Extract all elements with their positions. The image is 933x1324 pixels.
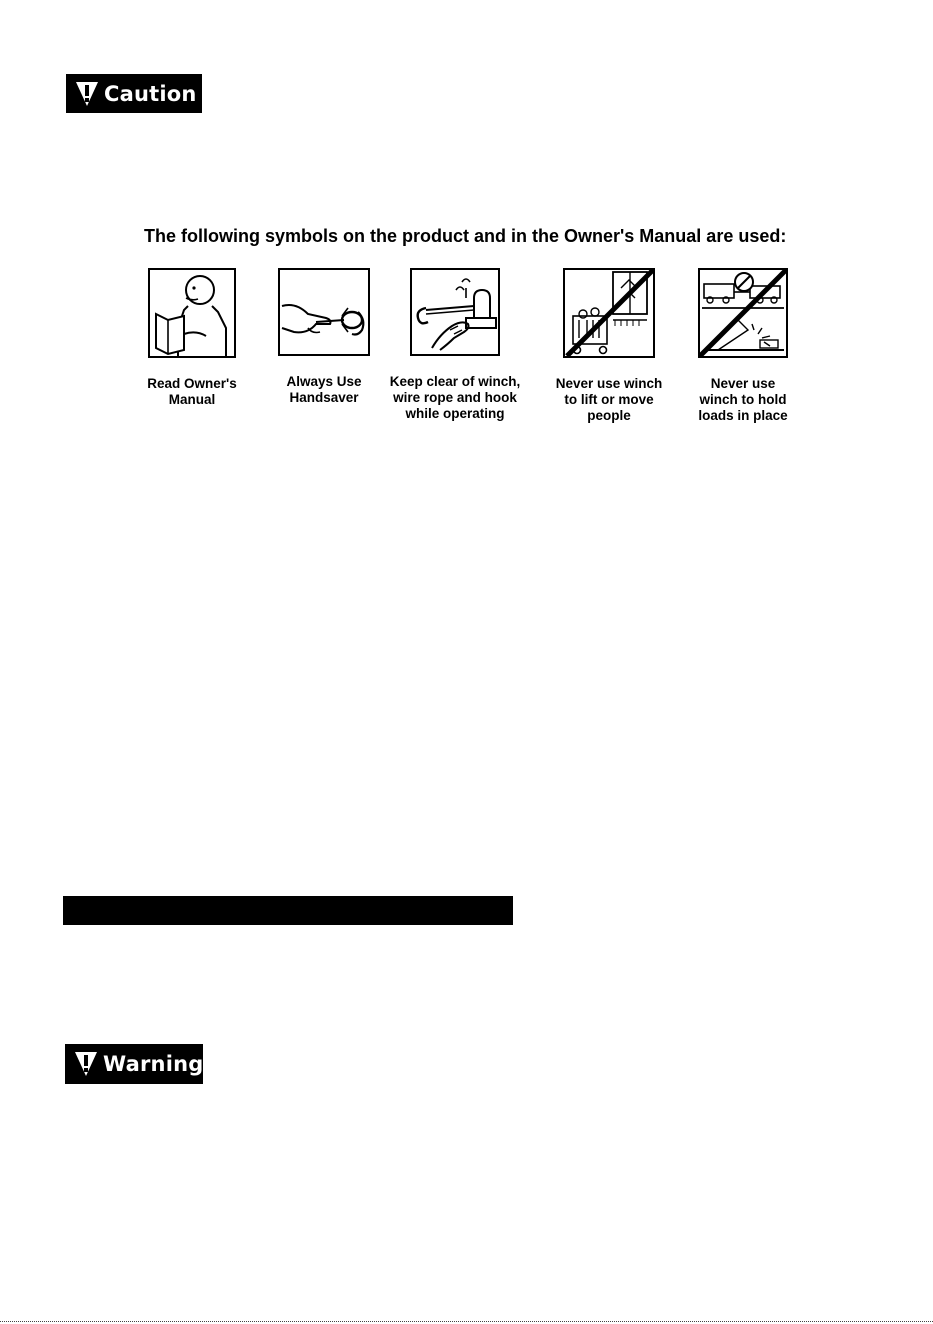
symbol-no-lift-people	[539, 268, 679, 424]
symbol-caption: Keep clear of winch, wire rope and hook while operating	[389, 374, 521, 421]
no-lift-people-icon	[563, 268, 655, 358]
symbol-read-manual	[122, 268, 262, 408]
page-bottom-rule	[0, 1321, 933, 1322]
handsaver-icon	[278, 268, 370, 356]
warning-label: Warning	[103, 1052, 204, 1076]
section-header-bar	[63, 896, 513, 925]
read-manual-icon	[148, 268, 236, 358]
exclamation-triangle-icon	[75, 81, 99, 107]
no-hold-loads-icon	[698, 268, 788, 358]
caution-badge	[66, 74, 202, 113]
symbol-handsaver	[254, 268, 394, 406]
symbol-caption: Never use winch to hold loads in place	[698, 376, 788, 423]
symbol-caption: Always Use Handsaver	[286, 374, 362, 405]
keep-clear-winch-icon	[410, 268, 500, 356]
symbol-caption: Read Owner's Manual	[147, 376, 237, 407]
symbol-keep-clear	[385, 268, 525, 422]
symbols-heading: The following symbols on the product and in the Owner's Manual are used:	[144, 226, 787, 246]
symbol-caption: Never use winch to lift or move people	[555, 376, 663, 423]
caution-label: Caution	[104, 81, 197, 106]
exclamation-triangle-icon	[74, 1051, 98, 1077]
symbol-no-hold-loads	[673, 268, 813, 424]
warning-badge	[65, 1044, 203, 1084]
